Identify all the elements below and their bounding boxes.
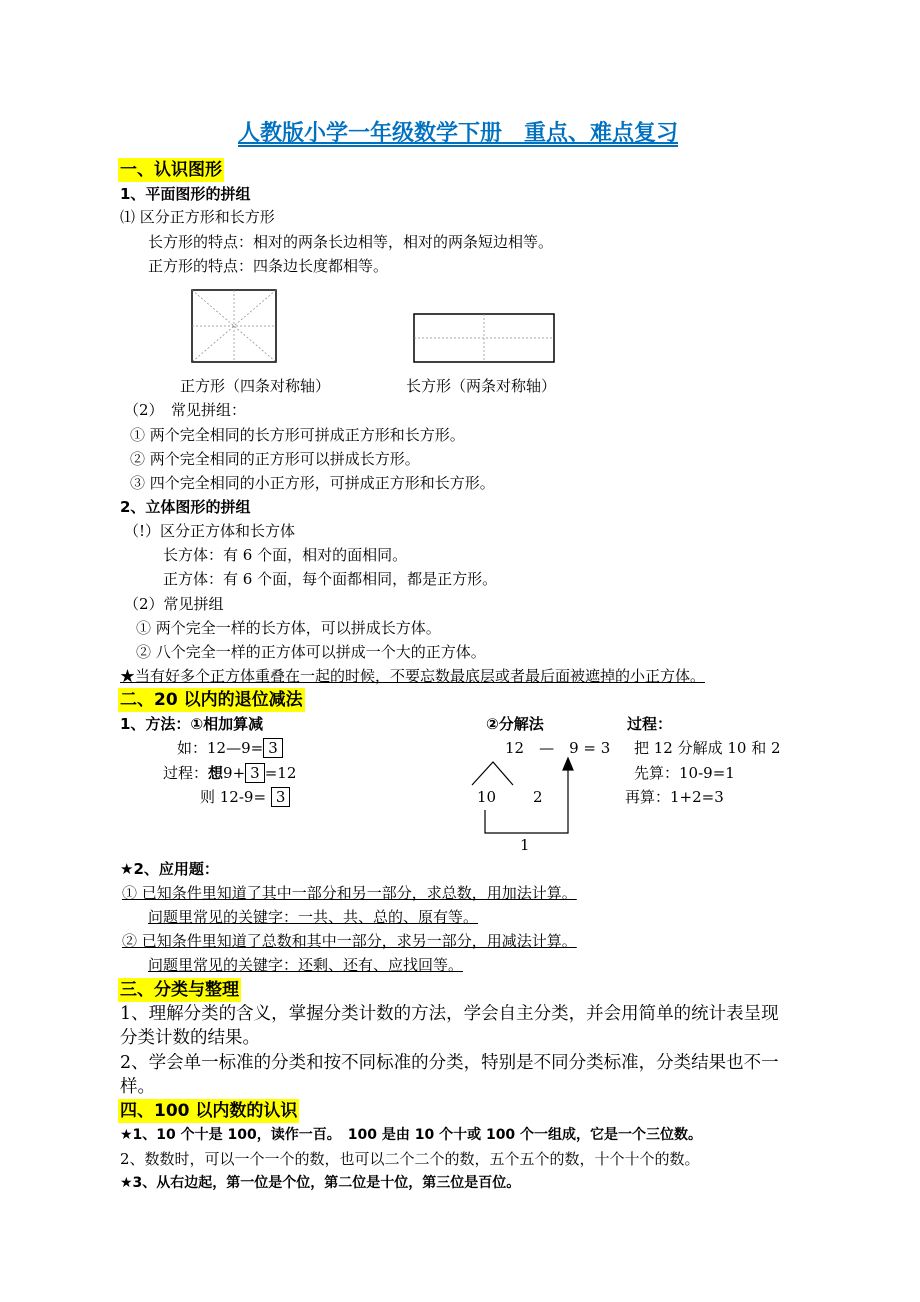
square-caption: 正方形（四条对称轴）	[180, 377, 331, 395]
rectangle-figure	[414, 314, 554, 362]
text-line: 2、学会单一标准的分类和按不同标准的分类，特别是不同分类标准，分类结果也不一	[120, 1053, 779, 1073]
section-1-heading: 一、认识图形	[120, 160, 222, 180]
text-line: ★1、10 个十是 100，读作一百。 100 是由 10 个十或 100 个一组成，它是一个三位数。	[120, 1127, 703, 1143]
section-2-heading: 二、20 以内的退位减法	[120, 690, 303, 710]
list-item: ① 两个完全相同的长方形可拼成正方形和长方形。	[130, 426, 465, 444]
text-line: 正方体：有 6 个面，每个面都相同，都是正方形。	[163, 570, 498, 588]
text-line: （2）常见拼组	[124, 595, 224, 613]
subheading: 1、平面图形的拼组	[120, 185, 251, 203]
rectangle-caption: 长方形（两条对称轴）	[406, 377, 557, 395]
subheading: ★2、应用题：	[120, 860, 219, 878]
page-title: 人教版小学一年级数学下册 重点、难点复习	[238, 121, 679, 146]
number-1: 1	[520, 836, 530, 854]
answer-box: 3	[271, 787, 291, 807]
number-2: 2	[533, 788, 543, 806]
example	[177, 738, 283, 758]
step: 再算：1+2=3	[625, 788, 724, 806]
text-line: 长方形的特点：相对的两条长边相等，相对的两条短边相等。	[148, 233, 554, 251]
method-1: 1、方法：①相加算减	[120, 715, 264, 733]
list-item: ① 两个完全一样的长方体，可以拼成长方体。	[136, 619, 441, 637]
text-line: ⑴ 区分正方形和长方形	[120, 208, 275, 226]
text-line: （2） 常见拼组：	[124, 401, 247, 419]
list-item: ② 两个完全相同的正方形可以拼成长方形。	[130, 450, 420, 468]
list-item: ① 已知条件里知道了其中一部分和另一部分，求总数，用加法计算。	[122, 884, 577, 902]
text-line: 2、数数时，可以一个一个的数，也可以二个二个的数，五个五个的数，十个十个的数。	[120, 1150, 700, 1168]
answer-box: 3	[245, 763, 265, 783]
answer-box: 3	[263, 738, 283, 758]
process	[163, 763, 296, 783]
text-line: ★3、从右边起，第一位是个位，第二位是十位，第三位是百位。	[120, 1175, 521, 1191]
method-2: ②分解法	[486, 715, 544, 733]
subheading: 2、立体图形的拼组	[120, 498, 251, 516]
text-line: 样。	[120, 1077, 155, 1097]
label: 过程：	[163, 764, 209, 782]
list-item: 问题里常见的关键字：一共、共、总的、原有等。	[148, 908, 479, 926]
equation: 12 — 9 = 3	[505, 739, 611, 757]
section-3-heading: 三、分类与整理	[120, 980, 239, 1000]
text-line: 长方体：有 6 个面，相对的面相同。	[163, 546, 408, 564]
text: =12	[264, 764, 297, 782]
section-4-heading: 四、100 以内数的认识	[120, 1101, 298, 1121]
list-item: ② 八个完全一样的正方体可以拼成一个大的正方体。	[136, 643, 486, 661]
text-line: 正方形的特点：四条边长度都相等。	[148, 257, 389, 275]
example-text: 如：12—9=	[177, 739, 264, 757]
text-line: （!）区分正方体和长方体	[124, 522, 296, 540]
text: 则 12-9=	[200, 788, 267, 806]
list-item: ③ 四个完全相同的小正方形，可拼成正方形和长方形。	[130, 474, 495, 492]
think: 想	[208, 764, 224, 782]
note: ★当有好多个正方体重叠在一起的时候，不要忘数最底层或者最后面被遮掉的小正方体。	[120, 667, 706, 685]
step: 先算：10-9=1	[634, 764, 735, 782]
step: 把 12 分解成 10 和 2	[634, 739, 781, 757]
text-line: 1、理解分类的含义，掌握分类计数的方法，学会自主分类，并会用简单的统计表呈现	[120, 1004, 779, 1024]
then	[200, 787, 290, 807]
text-line: 分类计数的结果。	[120, 1028, 260, 1048]
number-10: 10	[477, 788, 497, 806]
list-item: 问题里常见的关键字：还剩、还有、应找回等。	[148, 956, 464, 974]
list-item: ② 已知条件里知道了总数和其中一部分，求另一部分，用减法计算。	[122, 932, 577, 950]
square-figure	[192, 290, 276, 362]
text: 9+	[223, 764, 246, 782]
process-label: 过程：	[627, 715, 673, 733]
